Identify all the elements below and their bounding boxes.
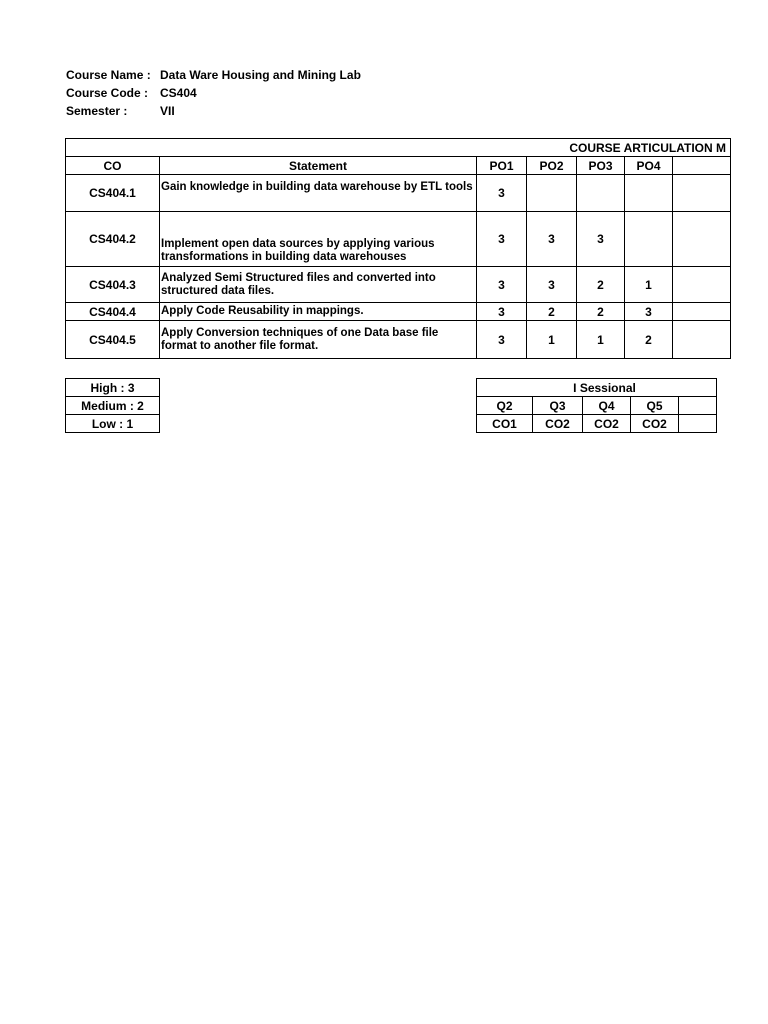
po-cell [625, 212, 673, 267]
statement-cell: Apply Conversion techniques of one Data base file format to another file format. [160, 321, 477, 359]
po-cell [577, 175, 625, 212]
sessional-table [476, 378, 717, 433]
po-cell: 3 [625, 303, 673, 321]
co-map-cell: CO1 [477, 415, 533, 433]
sessional-question-row [477, 397, 717, 415]
course-name-value: Data Ware Housing and Mining Lab [160, 68, 361, 82]
header-overflow [673, 157, 731, 175]
po-cell: 3 [477, 175, 527, 212]
course-code-row [66, 84, 361, 102]
co-cell: CS404.1 [66, 175, 160, 212]
question-cell: Q4 [583, 397, 631, 415]
po-cell: 1 [577, 321, 625, 359]
po-cell: 3 [477, 303, 527, 321]
po-cell: 3 [477, 267, 527, 303]
sessional-banner: I Sessional [477, 379, 717, 397]
overflow-cell [679, 397, 717, 415]
po-cell: 3 [477, 321, 527, 359]
po-cell: 2 [577, 303, 625, 321]
overflow-cell [673, 321, 731, 359]
question-cell: Q3 [533, 397, 583, 415]
table-row [66, 212, 731, 267]
co-cell: CS404.4 [66, 303, 160, 321]
table-row [66, 267, 731, 303]
course-name-label: Course Name : [66, 68, 151, 82]
co-cell: CS404.3 [66, 267, 160, 303]
po-cell: 1 [625, 267, 673, 303]
overflow-cell [679, 415, 717, 433]
header-po2: PO2 [527, 157, 577, 175]
header-po1: PO1 [477, 157, 527, 175]
po-cell [625, 175, 673, 212]
statement-cell: Gain knowledge in building data warehouse by ETL tools [160, 175, 477, 212]
co-map-cell: CO2 [533, 415, 583, 433]
po-cell: 1 [527, 321, 577, 359]
po-cell: 2 [577, 267, 625, 303]
header-po3: PO3 [577, 157, 625, 175]
legend-high: High : 3 [66, 379, 160, 397]
table-row [66, 321, 731, 359]
matrix-header-row [66, 157, 731, 175]
question-cell: Q5 [631, 397, 679, 415]
co-cell: CS404.5 [66, 321, 160, 359]
articulation-matrix-container [65, 138, 726, 359]
po-cell: 3 [527, 267, 577, 303]
po-cell: 3 [577, 212, 625, 267]
course-code-value: CS404 [160, 86, 197, 100]
overflow-cell [673, 303, 731, 321]
semester-row [66, 102, 361, 120]
course-info [66, 66, 361, 120]
sessional-co-row [477, 415, 717, 433]
table-row [66, 303, 731, 321]
overflow-cell [673, 267, 731, 303]
legend-medium: Medium : 2 [66, 397, 160, 415]
table-row [66, 175, 731, 212]
course-name-row [66, 66, 361, 84]
overflow-cell [673, 175, 731, 212]
co-map-cell: CO2 [631, 415, 679, 433]
header-po4: PO4 [625, 157, 673, 175]
legend-low: Low : 1 [66, 415, 160, 433]
po-cell: 3 [527, 212, 577, 267]
co-cell: CS404.2 [66, 212, 160, 267]
co-map-cell: CO2 [583, 415, 631, 433]
statement-cell: Analyzed Semi Structured files and converted into structured data files. [160, 267, 477, 303]
po-cell: 3 [477, 212, 527, 267]
po-cell [527, 175, 577, 212]
po-cell: 2 [527, 303, 577, 321]
statement-cell: Implement open data sources by applying various transformations in building data warehouses [160, 212, 477, 267]
header-co: CO [66, 157, 160, 175]
semester-value: VII [160, 104, 175, 118]
question-cell: Q2 [477, 397, 533, 415]
semester-label: Semester : [66, 104, 128, 118]
matrix-banner: COURSE ARTICULATION M [66, 139, 731, 157]
statement-cell: Apply Code Reusability in mappings. [160, 303, 477, 321]
header-statement: Statement [160, 157, 477, 175]
legend-table [65, 378, 160, 433]
po-cell: 2 [625, 321, 673, 359]
course-code-label: Course Code : [66, 86, 149, 100]
articulation-matrix-table [65, 138, 731, 359]
overflow-cell [673, 212, 731, 267]
sessional-container [476, 378, 680, 433]
